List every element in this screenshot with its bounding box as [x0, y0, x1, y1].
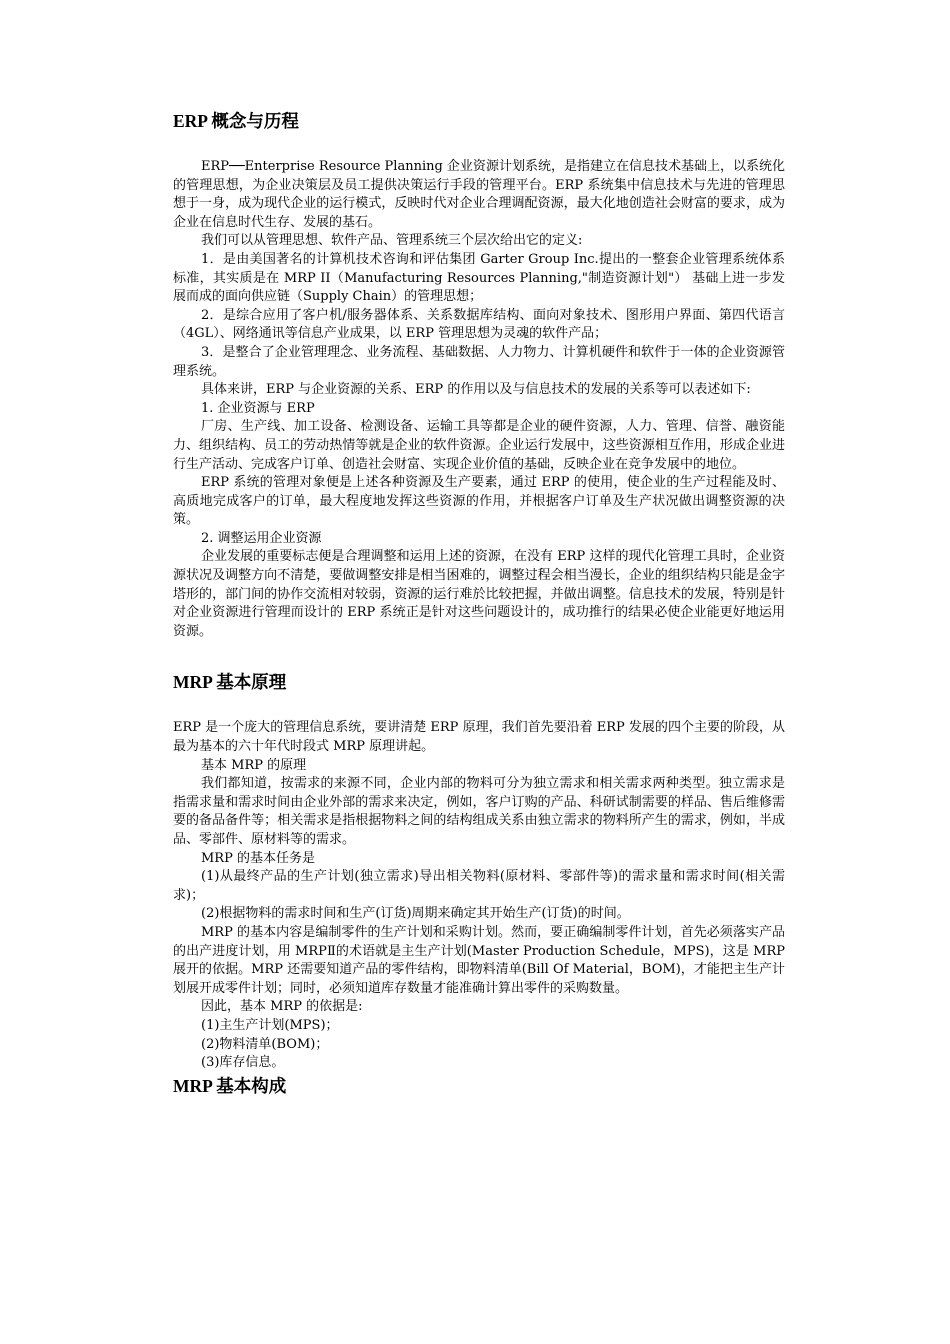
paragraph: 厂房、生产线、加工设备、检测设备、运输工具等都是企业的硬件资源，人力、管理、信誉、融资能力、组织结构、员工的劳动热情等就是企业的软件资源。企业运行发展中，这些资源相互作用，形成企业进行生产活动、完成客户订单、创造社会财富、实现企业价值的基础，反映企业在竞争发展中的地位。 [173, 419, 785, 472]
section-title-mrp-structure: MRP 基本构成 [173, 1075, 287, 1096]
section-title-erp: ERP 概念与历程 [173, 111, 299, 131]
paragraph: ERP 系统的管理对象便是上述各种资源及生产要素，通过 ERP 的使用，使企业的生产过程能及时、高质地完成客户的订单，最大程度地发挥这些资源的作用，并根据客户订单及生产状况做出调整资源的决策。 [173, 475, 785, 528]
paragraph: 我们可以从管理思想、软件产品、管理系统三个层次给出它的定义: [201, 233, 583, 249]
paragraph: 我们都知道，按需求的来源不同，企业内部的物料可分为独立需求和相关需求两种类型。独立需求是指需求量和需求时间由企业外部的需求来决定，例如，客户订购的产品、科研试制需要的样品、售后维修需要的备品备件等；相关需求是指根据物料之间的结构组成关系由独立需求的物料所产生的需求，例如，半成品、零部件、原材料等的需求。 [173, 776, 785, 847]
subheading: 基本 MRP 的原理 [201, 757, 307, 773]
list-item: (2)物料清单(BOM)； [201, 1036, 329, 1052]
subheading: MRP 的基本任务是 [201, 850, 315, 866]
section-title-mrp-principle: MRP 基本原理 [173, 672, 287, 693]
list-item: 2．是综合应用了客户机/服务器体系、关系数据库结构、面向对象技术、图形用户界面、第四代语言（4GL）、网络通讯等信息产业成果，以 ERP 管理思想为灵魂的软件产品； [173, 307, 785, 342]
list-item: (1)从最终产品的生产计划(独立需求)导出相关物料(原材料、零部件等)的需求量和需求时间(相关需求)； [173, 869, 785, 903]
paragraph: 具体来讲，ERP 与企业资源的关系、ERP 的作用以及与信息技术的发展的关系等可以表述如下: [201, 382, 751, 398]
list-item: (3)库存信息。 [201, 1055, 285, 1071]
list-item: (1)主生产计划(MPS)； [201, 1017, 339, 1033]
paragraph: ERP──Enterprise Resource Planning 企业资源计划系统，是指建立在信息技术基础上，以系统化的管理思想，为企业决策层及员工提供决策运行手段的管理平台。ERP 系统集中信息技术与先进的管理思想于一身，成为现代企业的运行模式，反映时代对企业合理调配资源，最大化地创造社会财富的要求，成为企业在信息时代生存、发展的基石。 [173, 159, 785, 230]
paragraph: ERP 是一个庞大的管理信息系统，要讲清楚 ERP 原理，我们首先要沿着 ERP 发展的四个主要的阶段，从最为基本的六十年代时段式 MRP 原理讲起。 [173, 720, 785, 755]
list-item: (2)根据物料的需求时间和生产(订货)周期来确定其开始生产(订货)的时间。 [201, 906, 630, 922]
document-page [173, 108, 785, 1099]
subheading: 1. 企业资源与 ERP [201, 400, 315, 416]
list-item: 3．是整合了企业管理理念、业务流程、基础数据、人力物力、计算机硬件和软件于一体的企业资源管理系统。 [173, 344, 785, 379]
paragraph: 因此，基本 MRP 的依据是: [201, 999, 363, 1015]
subheading: 2. 调整运用企业资源 [201, 530, 322, 546]
paragraph: MRP 的基本内容是编制零件的生产计划和采购计划。然而，要正确编制零件计划，首先必须落实产品的出产进度计划，用 MRPⅡ的术语就是主生产计划(Master Production Schedule，MPS)，这是 MRP 展开的依据。MRP 还需要知道产品的零件结构，即物料清单(Bill Of Material，BOM)，才能把主生产计划展开成零件计划；同时，必须知道库存数量才能准确计算出零件的采购数量。 [173, 924, 785, 996]
list-item: 1．是由美国著名的计算机技术咨询和评估集团 Garter Group Inc.提出的一整套企业管理系统体系标准，其实质是在 MRP II（Manufacturing Resources Planning,"制造资源计划"） 基础上进一步发展而成的面向供应链（Supply Chain）的管理思想； [173, 251, 785, 305]
paragraph: 企业发展的重要标志便是合理调整和运用上述的资源，在没有 ERP 这样的现代化管理工具时，企业资源状况及调整方向不清楚，要做调整安排是相当困难的，调整过程会相当漫长，企业的组织结构只能是金字塔形的，部门间的协作交流相对较弱，资源的运行难於比较把握，并做出调整。信息技术的发展，特别是针对企业资源进行管理而设计的 ERP 系统正是针对这些问题设计的，成功推行的结果必使企业能更好地运用资源。 [173, 549, 785, 639]
